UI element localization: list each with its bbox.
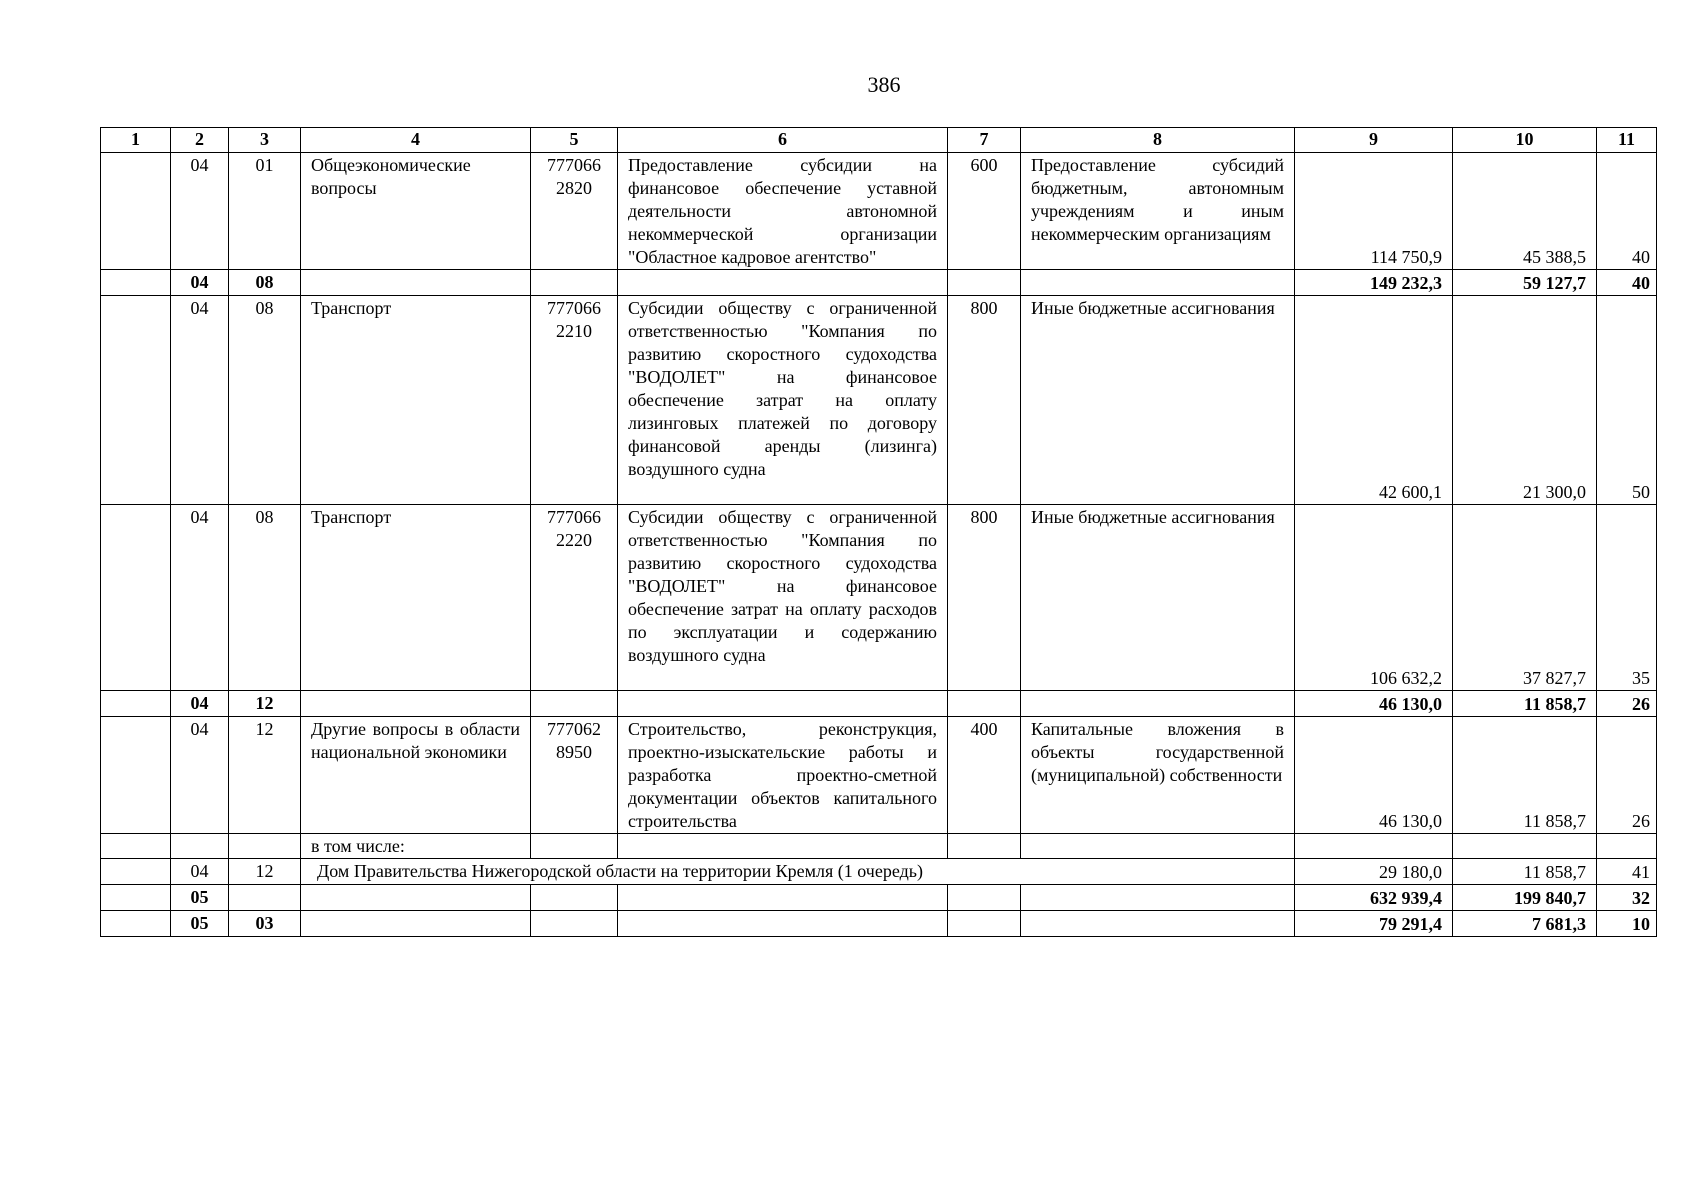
cell-target-code <box>531 691 618 717</box>
subtotal-row <box>101 911 1657 937</box>
cell-percent: 26 <box>1597 691 1657 717</box>
cell-col1 <box>101 717 171 834</box>
cell-plan <box>1295 834 1453 859</box>
header-cell: 2 <box>171 128 229 153</box>
cell-target-code <box>531 885 618 911</box>
cell-expense-name <box>1021 911 1295 937</box>
cell-expense-name <box>1021 834 1295 859</box>
cell-expense-name <box>1021 885 1295 911</box>
cell-actual: 199 840,7 <box>1453 885 1597 911</box>
cell-target-name <box>618 885 948 911</box>
cell-col1 <box>101 834 171 859</box>
cell-target-name: Строительство, реконструкция, проектно-изыскательские работы и разработка проектно-сметной документации объектов капитального строительства <box>618 717 948 834</box>
cell-target-name <box>618 834 948 859</box>
cell-target-name: Субсидии обществу с ограниченной ответственностью "Компания по развитию скоростного судоходства "ВОДОЛЕТ" на финансовое обеспечение затрат на оплату расходов по эксплуатации и содержанию воздушного судна <box>618 505 948 691</box>
budget-table <box>100 127 1657 937</box>
cell-target-code <box>531 911 618 937</box>
cell-subsection: 12 <box>229 717 301 834</box>
cell-col1 <box>101 505 171 691</box>
cell-percent: 50 <box>1597 296 1657 505</box>
cell-expense-name: Иные бюджетные ассигнования <box>1021 296 1295 505</box>
cell-subsection <box>229 834 301 859</box>
cell-name: Транспорт <box>301 505 531 691</box>
cell-name <box>301 270 531 296</box>
cell-subsection: 08 <box>229 296 301 505</box>
cell-col1 <box>101 296 171 505</box>
cell-actual <box>1453 834 1597 859</box>
cell-name: Транспорт <box>301 296 531 505</box>
cell-plan: 42 600,1 <box>1295 296 1453 505</box>
cell-actual: 11 858,7 <box>1453 717 1597 834</box>
cell-actual: 21 300,0 <box>1453 296 1597 505</box>
cell-plan: 29 180,0 <box>1295 859 1453 885</box>
cell-target-code: 777066 2210 <box>531 296 618 505</box>
cell-object-name: Дом Правительства Нижегородской области на территории Кремля (1 очередь) <box>301 859 1295 885</box>
cell-subsection: 12 <box>229 859 301 885</box>
cell-target-code: 777062 8950 <box>531 717 618 834</box>
cell-target-name <box>618 270 948 296</box>
cell-plan: 46 130,0 <box>1295 717 1453 834</box>
cell-section: 05 <box>171 885 229 911</box>
subtotal-row <box>101 885 1657 911</box>
cell-target-name: Предоставление субсидии на финансовое обеспечение уставной деятельности автономной некоммерческой организации "Областное кадровое агентство" <box>618 153 948 270</box>
header-cell: 5 <box>531 128 618 153</box>
table-header-row <box>101 128 1657 153</box>
cell-percent <box>1597 834 1657 859</box>
note-row <box>101 834 1657 859</box>
cell-name: в том числе: <box>301 834 531 859</box>
cell-section: 04 <box>171 691 229 717</box>
cell-plan: 632 939,4 <box>1295 885 1453 911</box>
page-number: 386 <box>867 72 901 97</box>
header-cell: 8 <box>1021 128 1295 153</box>
cell-section: 04 <box>171 859 229 885</box>
cell-col1 <box>101 885 171 911</box>
cell-col1 <box>101 911 171 937</box>
cell-plan: 149 232,3 <box>1295 270 1453 296</box>
cell-section: 05 <box>171 911 229 937</box>
cell-subsection <box>229 885 301 911</box>
cell-expense-code: 800 <box>948 505 1021 691</box>
cell-section: 04 <box>171 296 229 505</box>
cell-target-name <box>618 691 948 717</box>
table-row <box>101 505 1657 691</box>
cell-expense-code: 600 <box>948 153 1021 270</box>
cell-name: Общеэкономические вопросы <box>301 153 531 270</box>
cell-expense-name: Предоставление субсидий бюджетным, автономным учреждениям и иным некоммерческим организациям <box>1021 153 1295 270</box>
cell-plan: 79 291,4 <box>1295 911 1453 937</box>
cell-subsection: 08 <box>229 505 301 691</box>
cell-plan: 114 750,9 <box>1295 153 1453 270</box>
cell-expense-code <box>948 691 1021 717</box>
cell-percent: 26 <box>1597 717 1657 834</box>
cell-section: 04 <box>171 153 229 270</box>
table-row <box>101 296 1657 505</box>
cell-expense-code <box>948 834 1021 859</box>
cell-name <box>301 691 531 717</box>
cell-col1 <box>101 691 171 717</box>
header-cell: 9 <box>1295 128 1453 153</box>
cell-target-name: Субсидии обществу с ограниченной ответственностью "Компания по развитию скоростного судоходства "ВОДОЛЕТ" на финансовое обеспечение затрат на оплату лизинговых платежей по договору финансовой аренды (лизинга) воздушного судна <box>618 296 948 505</box>
cell-section: 04 <box>171 505 229 691</box>
cell-subsection: 03 <box>229 911 301 937</box>
cell-col1 <box>101 859 171 885</box>
cell-name <box>301 885 531 911</box>
cell-col1 <box>101 153 171 270</box>
cell-actual: 59 127,7 <box>1453 270 1597 296</box>
cell-subsection: 08 <box>229 270 301 296</box>
cell-expense-code <box>948 911 1021 937</box>
cell-percent: 32 <box>1597 885 1657 911</box>
cell-expense-name: Иные бюджетные ассигнования <box>1021 505 1295 691</box>
cell-col1 <box>101 270 171 296</box>
cell-subsection: 01 <box>229 153 301 270</box>
cell-actual: 7 681,3 <box>1453 911 1597 937</box>
cell-target-code <box>531 834 618 859</box>
subtotal-row <box>101 691 1657 717</box>
object-row <box>101 859 1657 885</box>
cell-name: Другие вопросы в области национальной экономики <box>301 717 531 834</box>
cell-plan: 106 632,2 <box>1295 505 1453 691</box>
table-row <box>101 153 1657 270</box>
cell-percent: 40 <box>1597 270 1657 296</box>
cell-percent: 41 <box>1597 859 1657 885</box>
header-cell: 7 <box>948 128 1021 153</box>
cell-section: 04 <box>171 717 229 834</box>
cell-name <box>301 911 531 937</box>
cell-target-code: 777066 2820 <box>531 153 618 270</box>
cell-section: 04 <box>171 270 229 296</box>
cell-actual: 45 388,5 <box>1453 153 1597 270</box>
cell-percent: 10 <box>1597 911 1657 937</box>
cell-actual: 11 858,7 <box>1453 859 1597 885</box>
cell-expense-code: 800 <box>948 296 1021 505</box>
cell-percent: 35 <box>1597 505 1657 691</box>
cell-percent: 40 <box>1597 153 1657 270</box>
cell-target-code <box>531 270 618 296</box>
cell-plan: 46 130,0 <box>1295 691 1453 717</box>
cell-target-name <box>618 911 948 937</box>
header-cell: 1 <box>101 128 171 153</box>
cell-section <box>171 834 229 859</box>
header-cell: 3 <box>229 128 301 153</box>
cell-target-code: 777066 2220 <box>531 505 618 691</box>
subtotal-row <box>101 270 1657 296</box>
cell-actual: 11 858,7 <box>1453 691 1597 717</box>
cell-expense-code <box>948 885 1021 911</box>
table-row <box>101 717 1657 834</box>
cell-expense-name: Капитальные вложения в объекты государственной (муниципальной) собственности <box>1021 717 1295 834</box>
header-cell: 6 <box>618 128 948 153</box>
cell-expense-code: 400 <box>948 717 1021 834</box>
header-cell: 4 <box>301 128 531 153</box>
cell-expense-name <box>1021 691 1295 717</box>
header-cell: 10 <box>1453 128 1597 153</box>
cell-actual: 37 827,7 <box>1453 505 1597 691</box>
cell-subsection: 12 <box>229 691 301 717</box>
header-cell: 11 <box>1597 128 1657 153</box>
cell-expense-name <box>1021 270 1295 296</box>
cell-expense-code <box>948 270 1021 296</box>
